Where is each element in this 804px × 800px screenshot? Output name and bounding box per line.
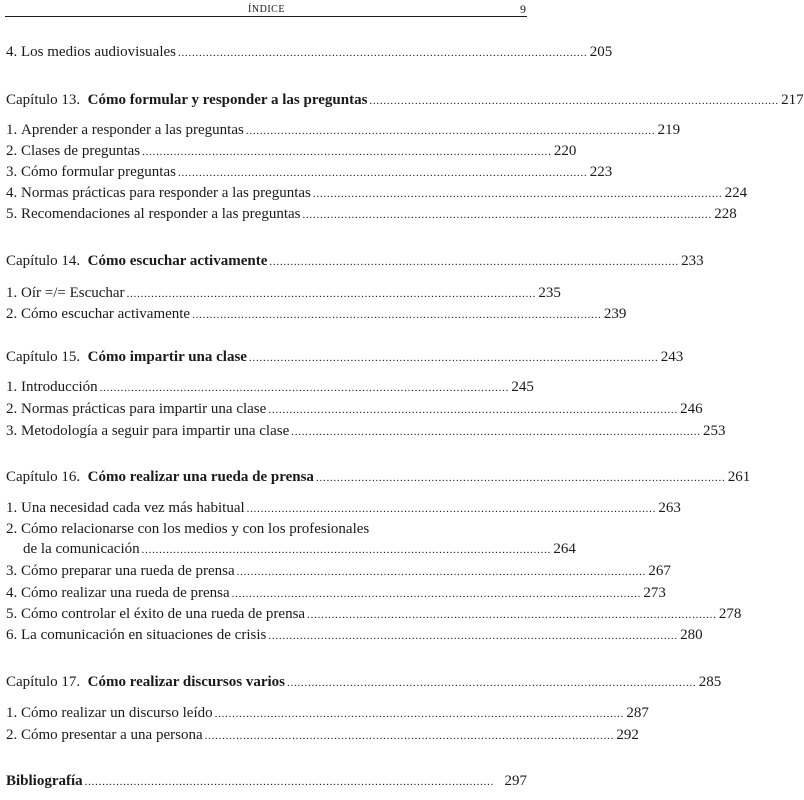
- toc-section-entry: [6, 562, 671, 581]
- dot-leader: [369, 92, 777, 111]
- toc-bibliography-entry: [6, 772, 527, 791]
- section-number: 2.: [6, 521, 18, 537]
- section-title: Recomendaciones al responder a las preguntas: [21, 206, 301, 222]
- header-rule: [5, 16, 527, 17]
- section-number: 1.: [6, 500, 18, 516]
- section-title: Cómo formular preguntas: [21, 164, 176, 180]
- bibliography-title: Bibliografía: [6, 773, 83, 789]
- dot-leader: [269, 253, 677, 272]
- toc-page-number: 287: [626, 705, 649, 721]
- toc-page-number: 246: [680, 401, 703, 417]
- section-number: 1.: [6, 122, 18, 138]
- section-number: 3.: [6, 563, 18, 579]
- section-number: 3.: [6, 164, 18, 180]
- toc-page-number: 280: [680, 627, 703, 643]
- toc-chapter-entry: [6, 468, 751, 487]
- section-title: Los medios audiovisuales: [21, 44, 176, 60]
- toc-page-number: 224: [724, 185, 748, 201]
- chapter-number: Capítulo 13.: [6, 92, 81, 108]
- toc-page-number: 219: [657, 122, 681, 138]
- dot-leader: [268, 401, 676, 420]
- toc-section-entry: [6, 205, 737, 224]
- section-title: Oír =/= Escuchar: [21, 285, 125, 301]
- section-number: 5.: [6, 206, 18, 222]
- dot-leader: [291, 423, 699, 442]
- toc-page-number: 243: [660, 349, 684, 365]
- section-title-line1: Cómo relacionarse con los medios y con los profesionales: [21, 521, 370, 537]
- toc-page-number: 273: [643, 585, 666, 601]
- toc-section-entry: [6, 704, 649, 723]
- section-number: 1.: [6, 285, 18, 301]
- dot-leader: [307, 606, 715, 625]
- toc-section-entry: [6, 422, 726, 441]
- dot-leader: [268, 627, 676, 646]
- toc-page-number: 285: [698, 674, 722, 690]
- toc-section-entry: [6, 726, 639, 745]
- chapter-title: Cómo formular y responder a las preguntas: [87, 92, 368, 108]
- section-title: Cómo preparar una rueda de prensa: [21, 563, 235, 579]
- toc-section-entry: [6, 584, 666, 603]
- section-number: 5.: [6, 606, 18, 622]
- section-title: Clases de preguntas: [21, 143, 141, 159]
- section-number: 1.: [6, 705, 18, 721]
- dot-leader: [192, 306, 600, 325]
- toc-section-entry: [6, 520, 576, 560]
- section-title: Cómo presentar a una persona: [21, 727, 203, 743]
- chapter-title: Cómo realizar una rueda de prensa: [87, 469, 314, 485]
- toc-section-entry: [6, 378, 534, 397]
- toc-page-number: 220: [553, 143, 577, 159]
- toc-page-number: 245: [511, 379, 534, 395]
- dot-leader: [247, 500, 655, 519]
- toc-page-number: 205: [589, 44, 613, 60]
- toc-section-entry: [6, 184, 748, 203]
- section-title: Normas prácticas para impartir una clase: [21, 401, 267, 417]
- section-title: Aprender a responder a las preguntas: [21, 122, 244, 138]
- toc-page-number: 253: [703, 423, 726, 439]
- section-number: 1.: [6, 379, 18, 395]
- toc-page-number: 239: [603, 306, 627, 322]
- dot-leader: [127, 285, 535, 304]
- toc-page-number: 228: [714, 206, 737, 222]
- chapter-number: Capítulo 16.: [6, 469, 81, 485]
- toc-section-entry: [6, 400, 703, 419]
- dot-leader: [142, 143, 550, 162]
- toc-section-entry: [6, 605, 742, 624]
- section-title: Cómo escuchar activamente: [21, 306, 191, 322]
- section-title: La comunicación en situaciones de crisis: [21, 627, 267, 643]
- toc-page-number: 263: [658, 500, 681, 516]
- dot-leader: [249, 349, 657, 368]
- toc-section-entry: [6, 626, 703, 645]
- dot-leader: [100, 379, 508, 398]
- section-number: 3.: [6, 423, 18, 439]
- dot-leader: [215, 705, 623, 724]
- toc-page-number: 223: [589, 164, 613, 180]
- section-title: Cómo realizar una rueda de prensa: [21, 585, 230, 601]
- toc-section-entry: [6, 121, 681, 140]
- toc-section-entry: [6, 142, 577, 161]
- section-number: 4.: [6, 585, 18, 601]
- running-header-title: ÍNDICE: [248, 4, 285, 15]
- dot-leader: [237, 563, 645, 582]
- toc-chapter-entry: [6, 673, 722, 692]
- section-title: Una necesidad cada vez más habitual: [21, 500, 245, 516]
- running-header: [0, 0, 533, 16]
- section-number: 2.: [6, 401, 18, 417]
- chapter-number: Capítulo 17.: [6, 674, 81, 690]
- toc-chapter-entry: [6, 252, 704, 271]
- dot-leader: [178, 164, 586, 183]
- section-number: 4.: [6, 185, 18, 201]
- dot-leader: [232, 585, 640, 604]
- section-number: 6.: [6, 627, 18, 643]
- section-title: Normas prácticas para responder a las preguntas: [21, 185, 311, 201]
- toc-page-number: 297: [504, 773, 527, 789]
- toc-page-number: 292: [616, 727, 639, 743]
- dot-leader: [205, 727, 613, 746]
- toc-page-number: 278: [718, 606, 742, 622]
- toc-section-entry: [6, 163, 613, 182]
- section-title: Introducción: [21, 379, 98, 395]
- toc-chapter-entry: [6, 91, 804, 110]
- dot-leader: [287, 674, 695, 693]
- chapter-number: Capítulo 14.: [6, 253, 81, 269]
- toc-section-entry: [6, 284, 561, 303]
- chapter-title: Cómo realizar discursos varios: [87, 674, 286, 690]
- dot-leader: [316, 469, 724, 488]
- section-number: 2.: [6, 727, 18, 743]
- chapter-number: Capítulo 15.: [6, 349, 81, 365]
- toc-page-number: 267: [648, 563, 671, 579]
- dot-leader: [142, 541, 550, 560]
- page-number: 9: [520, 2, 526, 16]
- section-number: 2.: [6, 306, 18, 322]
- section-title: Cómo realizar un discurso leído: [21, 705, 213, 721]
- section-number: 4.: [6, 44, 18, 60]
- section-title-line2: de la comunicación: [23, 541, 140, 557]
- toc-chapter-entry: [6, 348, 684, 367]
- toc-section-entry: [6, 499, 681, 518]
- toc-section-entry: [6, 305, 627, 324]
- dot-leader: [302, 206, 710, 225]
- toc-section-entry: [6, 43, 613, 62]
- toc-page-number: 261: [727, 469, 751, 485]
- toc-page-number: 217: [781, 92, 804, 108]
- chapter-title: Cómo escuchar activamente: [87, 253, 268, 269]
- dot-leader: [313, 185, 721, 204]
- toc-page-number: 235: [538, 285, 561, 301]
- chapter-title: Cómo impartir una clase: [87, 349, 247, 365]
- toc-page-number: 264: [553, 541, 576, 557]
- section-number: 2.: [6, 143, 18, 159]
- dot-leader: [178, 44, 586, 63]
- section-title: Cómo controlar el éxito de una rueda de prensa: [21, 606, 306, 622]
- dot-leader: [246, 122, 654, 141]
- toc-page-number: 233: [681, 253, 704, 269]
- section-title: Metodología a seguir para impartir una clase: [21, 423, 290, 439]
- dot-leader: [85, 773, 501, 792]
